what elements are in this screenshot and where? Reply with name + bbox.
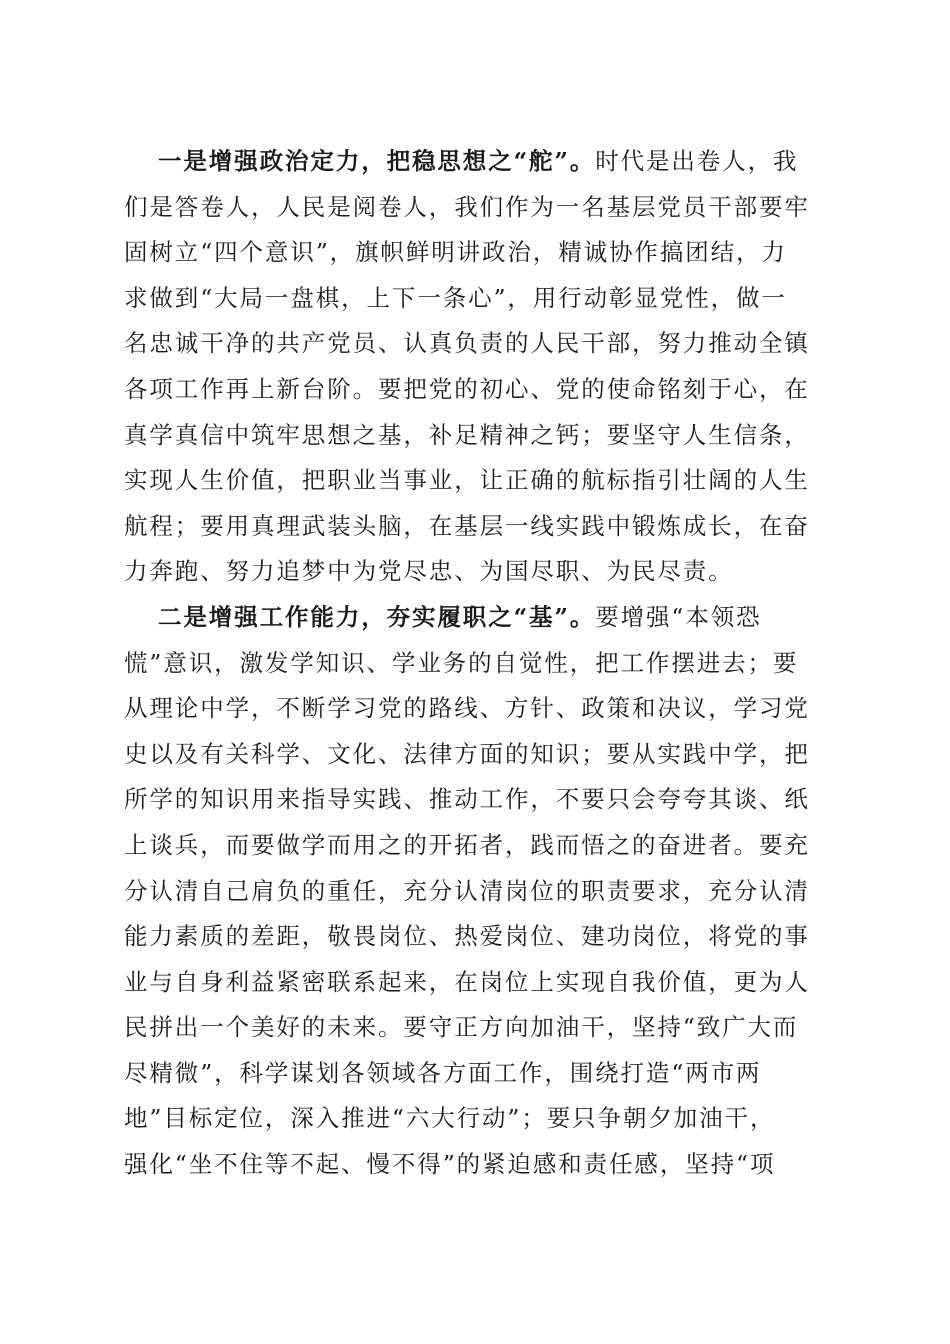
text-line: 力奔跑、努力追梦中为党尽忠、为国尽职、为民尽责。 (124, 557, 734, 586)
text-line: 业与自身利益紧密联系起来，在岗位上实现自我价值，更为人 (124, 967, 810, 996)
text-line (124, 595, 828, 641)
text-line: 地”目标定位，深入推进“六大行动”；要只争朝夕加油干， (124, 1104, 776, 1133)
text-line: 民拼出一个美好的未来。要守正方向加油干，坚持“致广大而 (124, 1013, 799, 1042)
paragraph-heading: 二是增强工作能力，夯实履职之“基”。 (158, 602, 596, 631)
text-run: 要增强“本领恐 (595, 602, 762, 631)
document-body (124, 139, 828, 1188)
text-line: 名忠诚干净的共产党员、认真负责的人民干部，努力推动全镇 (124, 329, 810, 358)
paragraph-1 (124, 139, 828, 595)
text-line: 所学的知识用来指导实践、推动工作，不要只会夸夸其谈、纸 (124, 785, 810, 814)
text-line: 实现人生价值，把职业当事业，让正确的航标指引壮阔的人生 (124, 466, 810, 495)
text-line: 真学真信中筑牢思想之基，补足精神之钙；要坚守人生信条， (124, 420, 810, 449)
paragraph-heading: 一是增强政治定力，把稳思想之“舵”。 (158, 147, 596, 175)
text-line: 强化“坐不住等不起、慢不得”的紧迫感和责任感，坚持“项 (124, 1150, 776, 1179)
text-line: 求做到“大局一盘棋，上下一条心”，用行动彰显党性，做一 (124, 283, 787, 312)
text-run: 时代是出卷人，我 (595, 147, 799, 175)
text-line: 史以及有关科学、文化、法律方面的知识；要从实践中学，把 (124, 739, 810, 768)
paragraph-2 (124, 595, 828, 1188)
text-line: 们是答卷人，人民是阅卷人，我们作为一名基层党员干部要牢 (124, 192, 810, 221)
text-line: 从理论中学，不断学习党的路线、方针、政策和决议，学习党 (124, 694, 810, 723)
text-line: 航程；要用真理武装头脑，在基层一线实践中锻炼成长，在奋 (124, 511, 810, 540)
text-line (124, 139, 828, 185)
text-line: 上谈兵，而要做学而用之的开拓者，践而悟之的奋进者。要充 (124, 830, 810, 859)
text-line: 固树立“四个意识”，旗帜鲜明讲政治，精诚协作搞团结，力 (124, 238, 787, 267)
text-line: 尽精微”，科学谋划各领域各方面工作，围绕打造“两市两 (124, 1058, 762, 1087)
text-line: 各项工作再上新台阶。要把党的初心、党的使命铭刻于心，在 (124, 374, 810, 403)
text-line: 能力素质的差距，敬畏岗位、热爱岗位、建功岗位，将党的事 (124, 922, 810, 951)
text-line: 分认清自己肩负的重任，充分认清岗位的职责要求，充分认清 (124, 876, 810, 905)
text-line: 慌”意识，激发学知识、学业务的自觉性，把工作摆进去；要 (124, 648, 799, 677)
